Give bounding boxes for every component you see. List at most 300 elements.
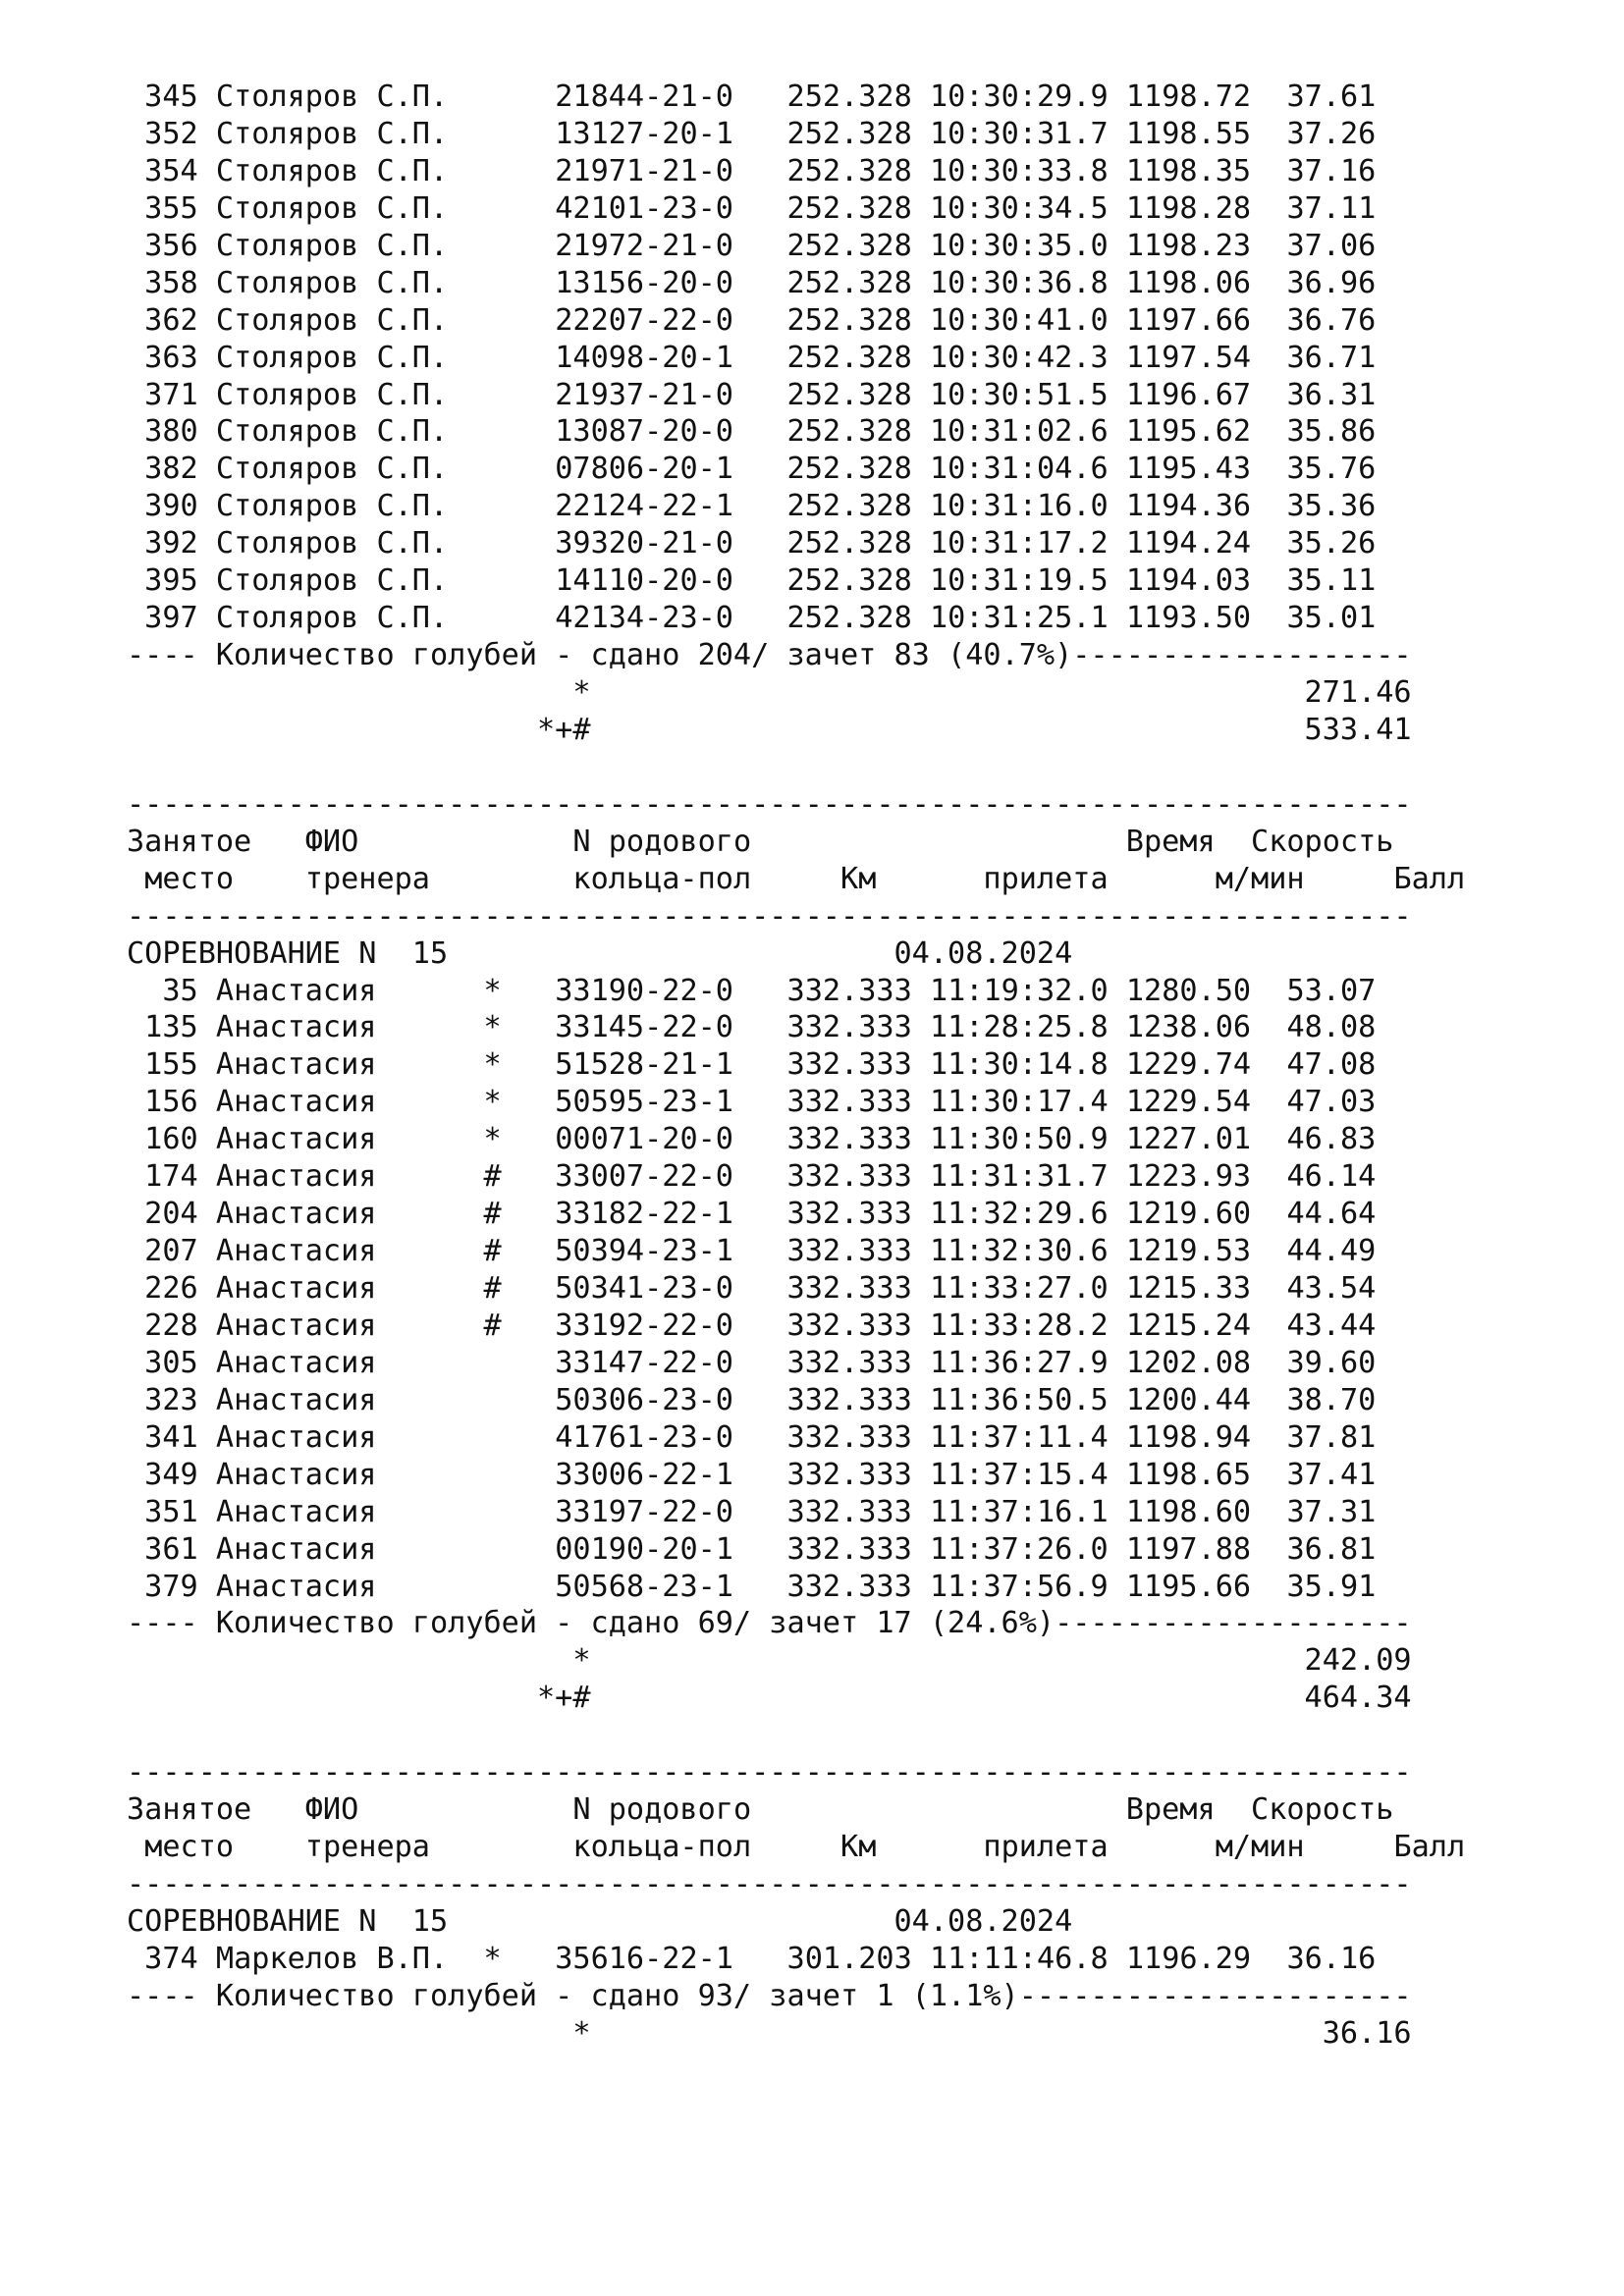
total-value: 271.46: [590, 675, 1412, 710]
competition-label: СОРЕВНОВАНИЕ N 15: [127, 1903, 894, 1939]
ring-number: 22124-22-1: [555, 489, 733, 524]
competition-label: СОРЕВНОВАНИЕ N 15: [127, 935, 894, 971]
mark: *: [483, 1047, 502, 1083]
mark: [484, 191, 502, 226]
score: 43.44: [1251, 1308, 1377, 1343]
result-row: [127, 1196, 1465, 1233]
trainer-name: Анастасия: [215, 973, 484, 1008]
result-row: [127, 1009, 1465, 1046]
trainer-name: Столяров С.П.: [215, 489, 484, 524]
score: 36.81: [1251, 1531, 1377, 1567]
place: 392: [127, 526, 198, 561]
ring-number: 07806-20-1: [555, 452, 733, 487]
distance-km: 252.328: [769, 563, 912, 599]
total-label: *: [127, 1643, 591, 1679]
mark: [484, 1570, 502, 1604]
arrival-time: 11:33:27.0: [929, 1271, 1109, 1306]
ring-number: 42134-23-0: [555, 601, 733, 636]
header-name: тренера: [304, 861, 573, 896]
result-row: [127, 1494, 1465, 1531]
header-rule: ------------------------------------------------------------------------: [127, 1755, 1412, 1790]
mark: [484, 341, 502, 375]
header-ring: N родового: [572, 824, 984, 859]
place: 204: [127, 1197, 198, 1232]
result-row: [127, 525, 1465, 562]
header-place: Занятое: [127, 1792, 305, 1828]
mark: #: [483, 1197, 502, 1232]
place: 379: [127, 1569, 198, 1604]
mark: [484, 1532, 502, 1567]
speed: 1198.06: [1125, 265, 1252, 300]
ring-number: 50568-23-1: [555, 1569, 733, 1604]
distance-km: 252.328: [769, 190, 912, 226]
header-rule: ------------------------------------------------------------------------: [127, 898, 1412, 934]
ring-number: 13156-20-0: [555, 265, 733, 300]
place: 160: [127, 1122, 198, 1157]
arrival-time: 11:37:11.4: [929, 1419, 1109, 1455]
distance-km: 332.333: [769, 1234, 912, 1269]
mark: [484, 1420, 502, 1455]
mark: *: [483, 1941, 502, 1976]
speed: 1195.43: [1125, 452, 1252, 487]
header-speed: м/мин: [1215, 861, 1305, 896]
mark: #: [483, 1159, 502, 1195]
total-label: *: [127, 675, 591, 710]
place: 345: [127, 80, 198, 114]
result-row: [127, 1345, 1465, 1382]
trainer-name: Анастасия: [215, 1457, 484, 1492]
ring-number: 00071-20-0: [555, 1122, 733, 1157]
result-row: [127, 1419, 1465, 1457]
ring-number: 42101-23-0: [555, 190, 733, 226]
score: 36.71: [1251, 340, 1377, 375]
ring-number: 21937-21-0: [555, 377, 733, 412]
mark: [484, 154, 502, 188]
score: 37.26: [1251, 116, 1377, 151]
distance-km: 332.333: [769, 1122, 912, 1157]
ring-number: 21972-21-0: [555, 228, 733, 263]
arrival-time: 10:31:19.5: [929, 563, 1109, 599]
header-time: прилета: [983, 861, 1109, 896]
arrival-time: 11:30:50.9: [929, 1122, 1109, 1157]
mark: [484, 1346, 502, 1380]
trainer-name: Столяров С.П.: [215, 265, 484, 300]
arrival-time: 10:30:41.0: [929, 302, 1109, 338]
header-time: прилета: [983, 1830, 1109, 1865]
distance-km: 332.333: [769, 1271, 912, 1306]
summary-line: [127, 1978, 1465, 2015]
speed: 1229.74: [1125, 1047, 1252, 1083]
place: 390: [127, 489, 198, 524]
place: 358: [127, 265, 198, 300]
ring-number: 41761-23-0: [555, 1419, 733, 1455]
ring-number: 33192-22-0: [555, 1308, 733, 1343]
mark: [484, 117, 502, 151]
trainer-name: Анастасия: [215, 1085, 484, 1120]
distance-km: 332.333: [769, 1569, 912, 1604]
result-row: [127, 265, 1465, 302]
speed: 1223.93: [1125, 1159, 1252, 1195]
competition-date: 04.08.2024: [893, 1903, 1073, 1939]
speed: 1198.72: [1125, 80, 1252, 114]
speed: 1198.23: [1125, 228, 1252, 263]
speed: 1196.29: [1125, 1941, 1252, 1976]
arrival-time: 11:37:56.9: [929, 1569, 1109, 1604]
result-row: [127, 1158, 1465, 1196]
place: 352: [127, 116, 198, 151]
score: 37.41: [1251, 1457, 1377, 1492]
table-header-row-1: [127, 824, 1465, 861]
place: 228: [127, 1308, 198, 1343]
trainer-name: Столяров С.П.: [215, 153, 484, 188]
distance-km: 332.333: [769, 1531, 912, 1567]
ring-number: 14098-20-1: [555, 340, 733, 375]
place: 341: [127, 1419, 198, 1455]
place: 226: [127, 1271, 198, 1306]
distance-km: 332.333: [769, 1085, 912, 1120]
header-name: ФИО: [304, 824, 573, 859]
total-line: [127, 1642, 1465, 1680]
speed: 1219.53: [1125, 1234, 1252, 1269]
result-row: [127, 1941, 1465, 1978]
trainer-name: Анастасия: [215, 1419, 484, 1455]
distance-km: 332.333: [769, 1382, 912, 1417]
score: 37.31: [1251, 1494, 1377, 1529]
arrival-time: 10:30:35.0: [929, 228, 1109, 263]
arrival-time: 11:32:30.6: [929, 1234, 1109, 1269]
score: 38.70: [1251, 1382, 1377, 1417]
competition-line: [127, 935, 1465, 973]
place: 323: [127, 1382, 198, 1417]
ring-number: 13087-20-0: [555, 414, 733, 450]
trainer-name: Анастасия: [215, 1345, 484, 1380]
mark: [484, 378, 502, 412]
arrival-time: 10:31:25.1: [929, 601, 1109, 636]
arrival-time: 10:30:42.3: [929, 340, 1109, 375]
header-score: Балл: [1304, 861, 1466, 896]
trainer-name: Анастасия: [215, 1122, 484, 1157]
table-header-row-2: [127, 1829, 1465, 1866]
arrival-time: 11:30:17.4: [929, 1085, 1109, 1120]
score: 35.76: [1251, 452, 1377, 487]
distance-km: 332.333: [769, 1197, 912, 1232]
arrival-time: 11:11:46.8: [929, 1941, 1109, 1976]
arrival-time: 11:28:25.8: [929, 1010, 1109, 1045]
summary: ---- Количество голубей - сдано 93/ зачет 1 (1.1%)----------------------: [127, 1978, 1412, 2013]
score: 36.31: [1251, 377, 1377, 412]
result-row: [127, 1569, 1465, 1606]
mark: [484, 1458, 502, 1492]
mark: [484, 1383, 502, 1417]
trainer-name: Анастасия: [215, 1382, 484, 1417]
arrival-time: 10:30:36.8: [929, 265, 1109, 300]
ring-number: 50306-23-0: [555, 1382, 733, 1417]
score: 53.07: [1251, 973, 1377, 1008]
trainer-name: Столяров С.П.: [215, 228, 484, 263]
result-row: [127, 302, 1465, 340]
trainer-name: Столяров С.П.: [215, 377, 484, 412]
speed: 1215.33: [1125, 1271, 1252, 1306]
place: 351: [127, 1494, 198, 1529]
distance-km: 252.328: [769, 377, 912, 412]
speed: 1280.50: [1125, 973, 1252, 1008]
score: 35.01: [1251, 601, 1377, 636]
arrival-time: 11:36:50.5: [929, 1382, 1109, 1417]
speed: 1198.55: [1125, 116, 1252, 151]
mark: [484, 80, 502, 114]
distance-km: 252.328: [769, 526, 912, 561]
place: 380: [127, 414, 198, 450]
header-ring: кольца-пол: [572, 1830, 841, 1865]
place: 135: [127, 1010, 198, 1045]
ring-number: 33147-22-0: [555, 1345, 733, 1380]
arrival-time: 10:30:34.5: [929, 190, 1109, 226]
mark: #: [483, 1234, 502, 1269]
arrival-time: 11:19:32.0: [929, 973, 1109, 1008]
place: 374: [127, 1941, 198, 1976]
distance-km: 252.328: [769, 228, 912, 263]
result-row: [127, 1084, 1465, 1121]
trainer-name: Анастасия: [215, 1010, 484, 1045]
ring-number: 21844-21-0: [555, 80, 733, 114]
total-label: *+#: [127, 712, 591, 747]
score: 46.14: [1251, 1159, 1377, 1195]
distance-km: 301.203: [769, 1941, 912, 1976]
arrival-time: 11:37:26.0: [929, 1531, 1109, 1567]
trainer-name: Анастасия: [215, 1494, 484, 1529]
result-row: [127, 153, 1465, 190]
header-score: Балл: [1304, 1830, 1466, 1865]
header-speed: Скорость: [1251, 1792, 1394, 1828]
mark: [484, 303, 502, 338]
header-ring: N родового: [572, 1792, 984, 1828]
trainer-name: Столяров С.П.: [215, 340, 484, 375]
arrival-time: 10:30:51.5: [929, 377, 1109, 412]
distance-km: 332.333: [769, 1419, 912, 1455]
ring-number: 33007-22-0: [555, 1159, 733, 1195]
speed: 1198.35: [1125, 153, 1252, 188]
result-row: [127, 1270, 1465, 1308]
place: 156: [127, 1085, 198, 1120]
distance-km: 332.333: [769, 1494, 912, 1529]
ring-number: 14110-20-0: [555, 563, 733, 599]
competition-line: [127, 1903, 1465, 1941]
result-row: [127, 116, 1465, 153]
header-speed: м/мин: [1215, 1830, 1305, 1865]
arrival-time: 11:33:28.2: [929, 1308, 1109, 1343]
result-row: [127, 1308, 1465, 1345]
trainer-name: Анастасия: [215, 1308, 484, 1343]
mark: [484, 229, 502, 263]
score: 46.83: [1251, 1122, 1377, 1157]
summary-line: [127, 1605, 1465, 1642]
score: 35.11: [1251, 563, 1377, 599]
ring-number: 51528-21-1: [555, 1047, 733, 1083]
header-time: Время: [983, 824, 1216, 859]
score: 44.49: [1251, 1234, 1377, 1269]
distance-km: 252.328: [769, 489, 912, 524]
score: 39.60: [1251, 1345, 1377, 1380]
header-place: Занятое: [127, 824, 305, 859]
trainer-name: Столяров С.П.: [215, 116, 484, 151]
mark: #: [483, 1308, 502, 1343]
trainer-name: Анастасия: [215, 1159, 484, 1195]
ring-number: 50394-23-1: [555, 1234, 733, 1269]
distance-km: 252.328: [769, 116, 912, 151]
total-line: [127, 2015, 1465, 2053]
place: 35: [127, 973, 198, 1008]
score: 37.81: [1251, 1419, 1377, 1455]
mark: *: [483, 1085, 502, 1120]
total-line: [127, 674, 1465, 712]
competition-date: 04.08.2024: [893, 935, 1073, 971]
trainer-name: Маркелов В.П.: [215, 1941, 484, 1976]
ring-number: 33145-22-0: [555, 1010, 733, 1045]
speed: 1197.66: [1125, 302, 1252, 338]
score: 35.86: [1251, 414, 1377, 450]
speed: 1198.94: [1125, 1419, 1252, 1455]
result-row: [127, 1046, 1465, 1084]
total-value: 464.34: [590, 1681, 1412, 1716]
speed: 1196.67: [1125, 377, 1252, 412]
arrival-time: 11:32:29.6: [929, 1197, 1109, 1232]
results-report: [127, 79, 1465, 2053]
speed: 1238.06: [1125, 1010, 1252, 1045]
header-name: ФИО: [304, 1792, 573, 1828]
header-place: место: [144, 1830, 305, 1865]
result-row: [127, 1121, 1465, 1158]
mark: [484, 489, 502, 523]
header-km: Км: [840, 861, 984, 896]
ring-number: 35616-22-1: [555, 1941, 733, 1976]
speed: 1202.08: [1125, 1345, 1252, 1380]
ring-number: 00190-20-1: [555, 1531, 733, 1567]
ring-number: 21971-21-0: [555, 153, 733, 188]
mark: [484, 526, 502, 561]
place: 397: [127, 601, 198, 636]
distance-km: 332.333: [769, 1457, 912, 1492]
distance-km: 252.328: [769, 452, 912, 487]
arrival-time: 11:31:31.7: [929, 1159, 1109, 1195]
trainer-name: Столяров С.П.: [215, 80, 484, 114]
result-row: [127, 1457, 1465, 1494]
score: 48.08: [1251, 1010, 1377, 1045]
mark: [484, 266, 502, 300]
header-place: место: [144, 861, 305, 896]
header-km: Км: [840, 1830, 984, 1865]
place: 207: [127, 1234, 198, 1269]
arrival-time: 11:37:15.4: [929, 1457, 1109, 1492]
result-row: [127, 190, 1465, 228]
place: 361: [127, 1531, 198, 1567]
speed: 1195.66: [1125, 1569, 1252, 1604]
score: 37.16: [1251, 153, 1377, 188]
summary: ---- Количество голубей - сдано 204/ зачет 83 (40.7%)-------------------: [127, 638, 1412, 673]
place: 305: [127, 1345, 198, 1380]
ring-number: 39320-21-0: [555, 526, 733, 561]
ring-number: 50595-23-1: [555, 1085, 733, 1120]
total-line: [127, 712, 1465, 749]
table-header-row-2: [127, 861, 1465, 898]
score: 36.96: [1251, 265, 1377, 300]
total-label: *+#: [127, 1681, 591, 1716]
place: 362: [127, 302, 198, 338]
score: 36.76: [1251, 302, 1377, 338]
score: 37.06: [1251, 228, 1377, 263]
mark: *: [483, 973, 502, 1008]
mark: [484, 1495, 502, 1529]
arrival-time: 11:36:27.9: [929, 1345, 1109, 1380]
score: 43.54: [1251, 1271, 1377, 1306]
header-ring: кольца-пол: [572, 861, 841, 896]
result-row: [127, 973, 1465, 1010]
ring-number: 50341-23-0: [555, 1271, 733, 1306]
score: 37.11: [1251, 190, 1377, 226]
distance-km: 332.333: [769, 973, 912, 1008]
score: 35.26: [1251, 526, 1377, 561]
result-row: [127, 562, 1465, 600]
mark: *: [483, 1010, 502, 1045]
header-rule: ------------------------------------------------------------------------: [127, 1867, 1412, 1901]
total-value: 533.41: [590, 712, 1412, 747]
speed: 1193.50: [1125, 601, 1252, 636]
result-row: [127, 79, 1465, 116]
blank-line: [127, 749, 1465, 786]
distance-km: 252.328: [769, 414, 912, 450]
summary-line: [127, 637, 1465, 674]
place: 356: [127, 228, 198, 263]
speed: 1194.36: [1125, 489, 1252, 524]
speed: 1198.28: [1125, 190, 1252, 226]
blank-line: [127, 1717, 1465, 1754]
header-rule: ------------------------------------------------------------------------: [127, 786, 1412, 822]
result-row: [127, 228, 1465, 265]
result-row: [127, 600, 1465, 637]
distance-km: 252.328: [769, 265, 912, 300]
trainer-name: Анастасия: [215, 1569, 484, 1604]
place: 155: [127, 1047, 198, 1083]
arrival-time: 11:30:14.8: [929, 1047, 1109, 1083]
score: 35.36: [1251, 489, 1377, 524]
trainer-name: Анастасия: [215, 1234, 484, 1269]
ring-number: 33190-22-0: [555, 973, 733, 1008]
distance-km: 332.333: [769, 1345, 912, 1380]
trainer-name: Столяров С.П.: [215, 563, 484, 599]
result-row: [127, 1382, 1465, 1419]
ring-number: 33197-22-0: [555, 1494, 733, 1529]
speed: 1195.62: [1125, 414, 1252, 450]
total-line: [127, 1680, 1465, 1717]
mark: [484, 601, 502, 635]
arrival-time: 10:31:16.0: [929, 489, 1109, 524]
place: 382: [127, 452, 198, 487]
speed: 1215.24: [1125, 1308, 1252, 1343]
place: 354: [127, 153, 198, 188]
ring-number: 13127-20-1: [555, 116, 733, 151]
mark: [484, 452, 502, 486]
mark: *: [483, 1122, 502, 1157]
distance-km: 252.328: [769, 601, 912, 636]
speed: 1198.65: [1125, 1457, 1252, 1492]
speed: 1219.60: [1125, 1197, 1252, 1232]
result-row: [127, 1233, 1465, 1270]
score: 36.16: [1251, 1941, 1377, 1976]
arrival-time: 10:30:29.9: [929, 80, 1109, 114]
speed: 1200.44: [1125, 1382, 1252, 1417]
distance-km: 252.328: [769, 80, 912, 114]
score: 44.64: [1251, 1197, 1377, 1232]
mark: #: [483, 1271, 502, 1306]
